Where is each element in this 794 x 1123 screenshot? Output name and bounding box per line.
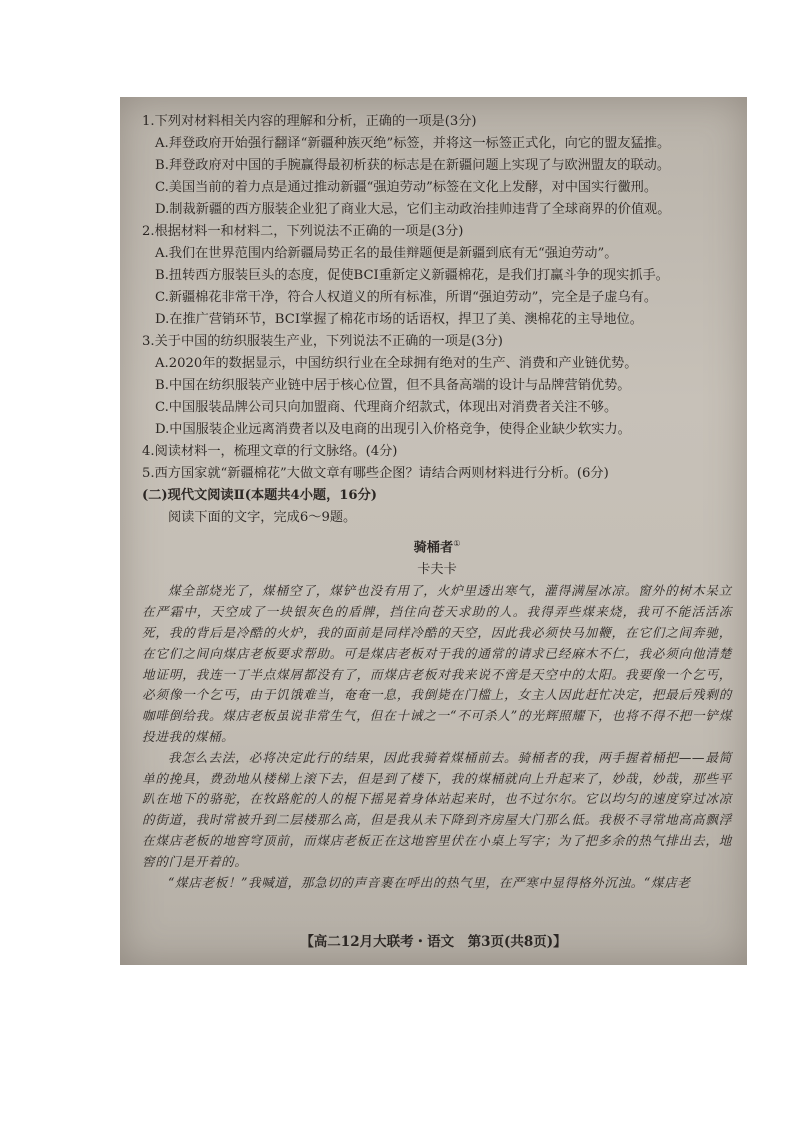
document-photo	[120, 97, 747, 965]
story-paragraph: “煤店老板！”我喊道，那急切的声音裹在呼出的热气里，在严寒中显得格外沉浊。“煤店老	[168, 874, 691, 890]
question-3	[142, 331, 732, 441]
option-a: A.2020年的数据显示，中国纺织行业在全球拥有绝对的生产、消费和产业链优势。	[155, 356, 638, 371]
option-d: D.中国服装企业远离消费者以及电商的出现引入价格竞争，使得企业缺少软实力。	[155, 422, 631, 437]
story-title	[142, 533, 732, 559]
question-stem: 3.关于中国的纺织服装生产业，下列说法不正确的一项是(3分)	[142, 334, 503, 349]
option-c: C.中国服装品牌公司只向加盟商、代理商介绍款式，体现出对消费者关注不够。	[155, 400, 618, 415]
question-2	[142, 221, 732, 331]
footnote-mark: ①	[453, 539, 461, 548]
option-a: A.拜登政府开始强行翻译“新疆种族灭绝”标签，并将这一标签正式化，向它的盟友猛推。	[155, 136, 671, 151]
question-5: 5.西方国家就“新疆棉花”大做文章有哪些企图？请结合两则材料进行分析。(6分)	[142, 466, 609, 481]
question-4: 4.阅读材料一，梳理文章的行文脉络。(4分)	[142, 444, 398, 459]
section-instruction: 阅读下面的文字，完成6～9题。	[168, 510, 357, 525]
option-a: A.我们在世界范围内给新疆局势正名的最佳辩题便是新疆到底有无“强迫劳动”。	[155, 246, 618, 261]
question-stem: 1.下列对材料相关内容的理解和分析，正确的一项是(3分)	[142, 114, 477, 129]
exam-page	[142, 111, 732, 893]
page-footer: 【高二12月大联考・语文 第3页(共8页)】	[300, 934, 567, 950]
option-b: B.中国在纺织服装产业链中居于核心位置，但不具备高端的设计与品牌营销优势。	[155, 378, 631, 393]
question-1	[142, 111, 732, 221]
story-paragraph: 煤全部烧光了，煤桶空了，煤铲也没有用了，火炉里透出寒气，灌得满屋冰凉。窗外的树木呆立在严霜中，天空成了一块银灰色的盾牌，挡住向苍天求助的人。我得弄些煤来烧，我可不能活活冻死，我的背后是冷酷的火炉，我的面前是同样冷酷的天空，因此我必须快马加鞭，在它们之间奔驰，在它们之间向煤店老板要求帮助。可是煤店老板对于我的通常的请求已经麻木不仁，我必须向他清楚地证明，我连一丁半点煤屑都没有了，而煤店老板对我来说不啻是天空中的太阳。我要像一个乞丐，必须像一个乞丐，由于饥饿难当，奄奄一息，我倒毙在门槛上，女主人因此赶忙决定，把最后残剩的咖啡倒给我。煤店老板虽说非常生气，但在十诫之一“不可杀人”的光辉照耀下，也将不得不把一铲煤投进我的煤桶。	[142, 583, 732, 744]
option-d: D.在推广营销环节，BCI掌握了棉花市场的话语权，捍卫了美、澳棉花的主导地位。	[155, 312, 643, 327]
option-d: D.制裁新疆的西方服装企业犯了商业大忌，它们主动政治挂帅违背了全球商界的价值观。	[155, 202, 671, 217]
option-c: C.美国当前的着力点是通过推动新疆“强迫劳动”标签在文化上发酵，对中国实行黴刑。	[155, 180, 658, 195]
story-paragraph: 我怎么去法，必将决定此行的结果，因此我骑着煤桶前去。骑桶者的我，两手握着桶把——最简单的挽具，费劲地从楼梯上滚下去，但是到了楼下，我的煤桶就向上升起来了，妙哉，妙哉，那些平趴在地下的骆驼，在牧路舵的人的棍下摇晃着身体站起来时，也不过尔尔。它以均匀的速度穿过冰凉的街道，我时常被升到二层楼那么高，但是我从未下降到齐房屋大门那么低。我极不寻常地高高飘浮在煤店老板的地窖穹顶前，而煤店老板正在这地窖里伏在小桌上写字；为了把多余的热气排出去，地窖的门是开着的。	[142, 749, 732, 869]
option-c: C.新疆棉花非常干净，符合人权道义的所有标准，所谓“强迫劳动”，完全是子虚乌有。	[155, 290, 658, 305]
section-heading: (二)现代文阅读Ⅱ(本题共4小题，16分)	[142, 488, 378, 503]
option-b: B.扭转西方服装巨头的态度，促使BCI重新定义新疆棉花，是我们打赢斗争的现实抓手。	[155, 268, 669, 283]
story-title-text: 骑桶者	[413, 540, 454, 556]
story-author: 卡夫卡	[417, 562, 457, 578]
option-b: B.拜登政府对中国的手腕赢得最初析获的标志是在新疆问题上实现了与欧洲盟友的联动。	[155, 158, 671, 173]
question-stem: 2.根据材料一和材料二，下列说法不正确的一项是(3分)	[142, 224, 464, 239]
